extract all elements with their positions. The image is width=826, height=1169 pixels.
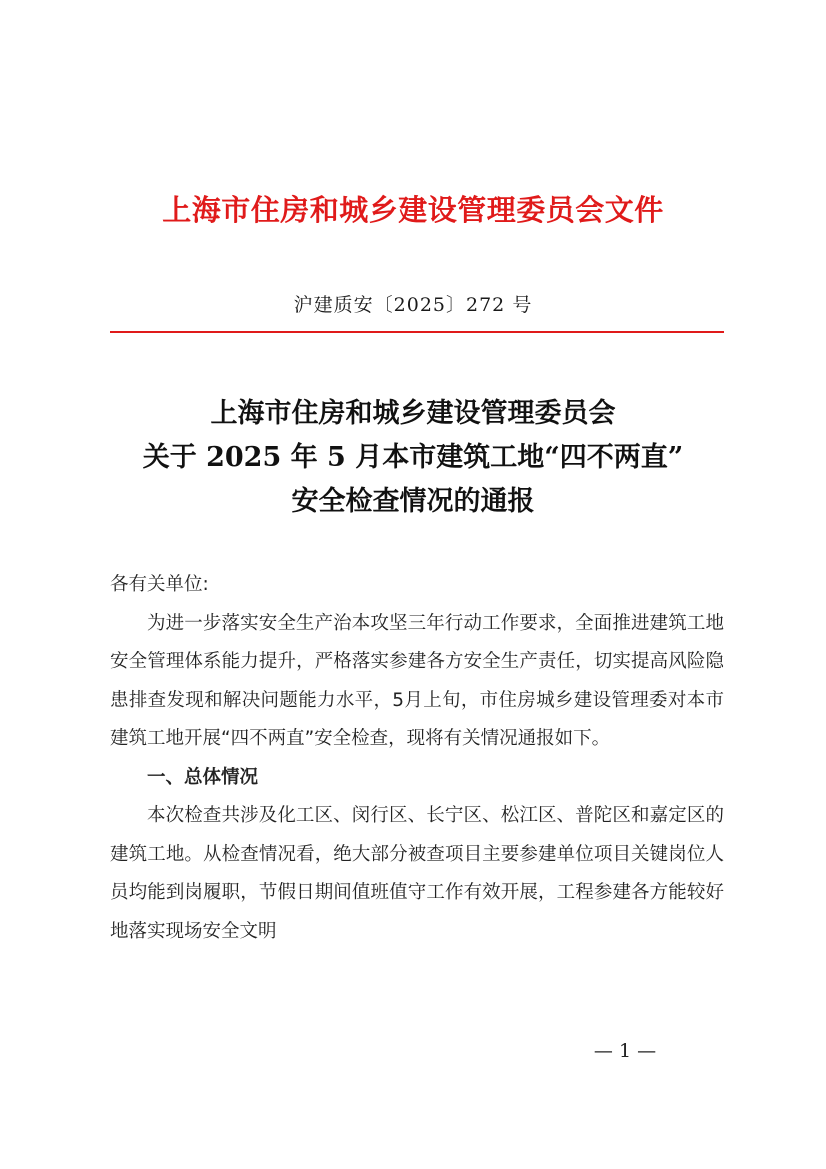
intro-paragraph: 为进一步落实安全生产治本攻坚三年行动工作要求，全面推进建筑工地安全管理体系能力提升，严格落实参建各方安全生产责任，切实提高风险隐患排查发现和解决问题能力水平，5月上旬，市住房城乡建设管理委对本市建筑工地开展“四不两直”安全检查，现将有关情况通报如下。 [110,612,724,749]
red-divider-line [110,331,724,333]
notice-title-line-2: 关于 2025 年 5 月本市建筑工地“四不两直” [142,442,684,473]
salutation: 各有关单位: [110,574,209,595]
notice-title-line-3: 安全检查情况的通报 [291,486,535,517]
notice-title [0,392,826,524]
document-header-title: 上海市住房和城乡建设管理委员会文件 [162,193,664,227]
page-number: — 1 — [593,1040,657,1062]
document-body [110,566,724,951]
section-paragraph-overall: 本次检查共涉及化工区、闵行区、长宁区、松江区、普陀区和嘉定区的建筑工地。从检查情况看，绝大部分被查项目主要参建单位项目关键岗位人员均能到岗履职，节假日期间值班值守工作有效开展，工程参建各方能较好地落实现场安全文明 [110,805,724,942]
section-heading-overall: 一、总体情况 [147,766,259,788]
document-number: 沪建质安〔2025〕272 号 [293,294,533,316]
notice-title-line-1: 上海市住房和城乡建设管理委员会 [210,398,616,429]
